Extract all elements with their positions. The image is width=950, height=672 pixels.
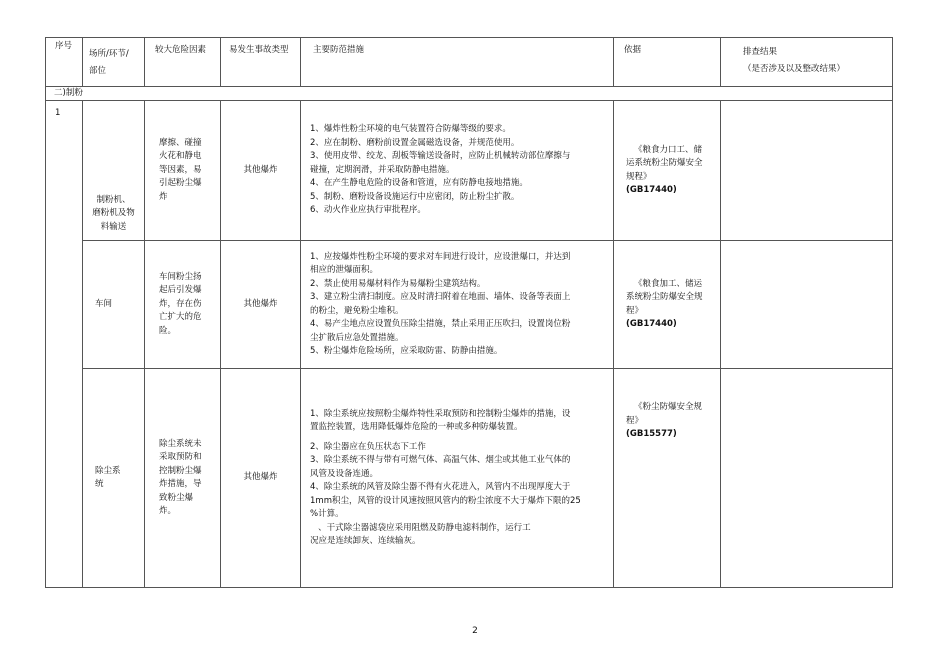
measure-line: 风管及设备连通。	[310, 468, 379, 479]
measure-line: 相应的泄爆面积。	[310, 265, 379, 275]
row-seq: 1	[46, 101, 83, 588]
place-line: 料输送	[100, 221, 127, 232]
basis-line: (GB17440)	[626, 319, 677, 329]
row-basis	[614, 241, 721, 369]
row-result	[721, 101, 893, 241]
basis-line: (GB15577)	[626, 429, 677, 439]
measure-line: 6、动火作业应执行审批程序。	[310, 205, 426, 216]
table-row	[46, 101, 893, 241]
basis-line: 程》	[626, 415, 644, 426]
hazard-check-table	[45, 37, 893, 588]
page-number: 2	[472, 626, 478, 636]
basis-line: 《粮食加工、储运	[634, 278, 703, 289]
header-basis: 依据	[614, 38, 721, 87]
hazard-line: 火花和静电	[159, 151, 202, 162]
measure-line: 1、除尘系统应按照粉尘爆炸特性采取预防和控制粉尘爆炸的措施，设	[310, 408, 571, 419]
measure-line: 3、除尘系统不得与带有可燃气体、高温气体、烟尘或其他工业气体的	[310, 455, 571, 465]
header-place	[83, 38, 145, 87]
basis-line: (GB17440)	[626, 185, 677, 195]
measure-line: 5、制粉、磨粉设备设施运行中应密闭，防止粉尘扩散。	[310, 191, 520, 202]
measure-line: 5、粉尘爆炸危险场所，应采取防雷、防静由措施。	[310, 346, 503, 356]
measure-line: 3、使用皮带、绞龙、刮板等输送设备时，应防止机械转动部位摩擦与	[310, 151, 571, 162]
row-accident: 其他爆炸	[221, 101, 301, 241]
row-result	[721, 369, 893, 588]
measure-line: 的粉尘，避免粉尘堆积。	[310, 305, 404, 316]
hazard-line: 采取预防和	[159, 452, 202, 462]
hazard-line: 除尘系统未	[159, 438, 202, 449]
section-title: 二)制粉	[46, 87, 893, 101]
header-result	[721, 38, 893, 87]
place-line: 磨粉机及物	[92, 208, 135, 218]
row-result	[721, 241, 893, 369]
hazard-line: 险。	[159, 325, 177, 336]
row-hazard	[145, 241, 221, 369]
hazard-line: 等因素，易	[159, 164, 202, 175]
measure-line: %计算。	[310, 509, 344, 519]
hazard-line: 控制粉尘爆	[159, 465, 202, 476]
header-place-line2: 部位	[89, 66, 107, 76]
measure-line: 1、爆炸性粉尘环境的电气装置符合防爆等级的要求。	[310, 124, 511, 135]
row-place: 车间	[83, 241, 145, 369]
basis-line: 《粉尘防爆安全规	[634, 402, 703, 412]
hazard-line: 起后引发爆	[159, 285, 202, 296]
hazard-line: 致粉尘爆	[159, 492, 194, 503]
row-hazard	[145, 369, 221, 588]
measure-line: 碰撞，定期润滑，并采取防静电措施。	[310, 164, 455, 175]
header-place-line1: 场所/环节/	[89, 49, 129, 59]
basis-line: 《粮食力口工、储	[634, 144, 703, 155]
measure-line: 2、除尘器应在负压状态下工作	[310, 441, 426, 452]
header-measures: 主要防范措施	[301, 38, 614, 87]
row-place	[83, 101, 145, 241]
measure-line: 尘扩散后应急处置措施。	[310, 332, 404, 343]
row-basis	[614, 101, 721, 241]
hazard-line: 亡扩大的危	[159, 312, 202, 323]
header-hazard: 较大危险因素	[145, 38, 221, 87]
place-line: 制粉机、	[96, 194, 131, 205]
measure-line: 4、在产生静电危险的设备和管道，应有防静电接地措施。	[310, 178, 528, 189]
hazard-line: 炸措施，导	[159, 479, 202, 489]
header-accident: 易发生事故类型	[221, 38, 301, 87]
measure-line: 2、禁止使用易爆材料作为易爆粉尘建筑结构。	[310, 278, 486, 289]
header-result-line1: 排查结果	[743, 47, 778, 57]
section-row	[46, 87, 893, 101]
hazard-line: 引起粉尘爆	[159, 178, 202, 189]
measure-line: 3、建立粉尘清扫制度。应及时清扫附着在地面、墙体、设备等表面上	[310, 292, 571, 302]
header-row	[46, 38, 893, 87]
measure-line: 1mm积尘，风管的设计风速按照风管内的粉尘浓度不大于爆炸下限的25	[310, 495, 581, 506]
hazard-line: 摩擦、碰撞	[159, 137, 202, 148]
measure-line: 1、应按爆炸性粉尘环境的要求对车间进行设计，应设泄爆口，并达到	[310, 251, 571, 262]
row-accident: 其他爆炸	[221, 369, 301, 588]
row-measures	[301, 369, 614, 588]
measure-line: 况应是连续卸灰、连续输灰。	[310, 536, 421, 546]
table-row	[46, 241, 893, 369]
measure-line: 置监控装置，选用降低爆炸危险的一种或多种防爆装置。	[310, 422, 523, 432]
place-line: 统	[95, 479, 104, 489]
basis-line: 运系统粉尘防爆安全	[626, 158, 703, 168]
measure-line: 2、应在制粉、磨粉前设置金属磁选设备，并规范使用。	[310, 137, 520, 148]
hazard-line: 炸。	[159, 506, 177, 516]
hazard-line: 炸	[159, 191, 168, 202]
basis-line: 规程》	[626, 171, 652, 182]
row-hazard	[145, 101, 221, 241]
hazard-line: 车间粉尘扬	[159, 271, 202, 282]
table-row	[46, 369, 893, 588]
header-seq: 序号	[46, 38, 83, 87]
measure-line: 4、易产尘地点应设置负压除尘措施，禁止采用正压吹扫，设置岗位粉	[310, 319, 571, 329]
measure-line: 4、除尘系统的风管及除尘器不得有火花进入，风管内不出现厚度大于	[310, 482, 571, 492]
basis-line: 系统粉尘防爆安全规	[626, 292, 703, 302]
row-measures	[301, 101, 614, 241]
row-place	[83, 369, 145, 588]
row-measures	[301, 241, 614, 369]
hazard-line: 炸，存在伤	[159, 298, 202, 309]
basis-line: 程》	[626, 305, 644, 316]
place-line: 除尘系	[95, 465, 121, 476]
measure-line: 、干式除尘器滤袋应采用阻燃及防静电滤料制作，运行工	[310, 522, 531, 533]
header-result-line2: （是否涉及以及整改结果）	[743, 64, 846, 74]
row-basis	[614, 369, 721, 588]
row-accident: 其他爆炸	[221, 241, 301, 369]
